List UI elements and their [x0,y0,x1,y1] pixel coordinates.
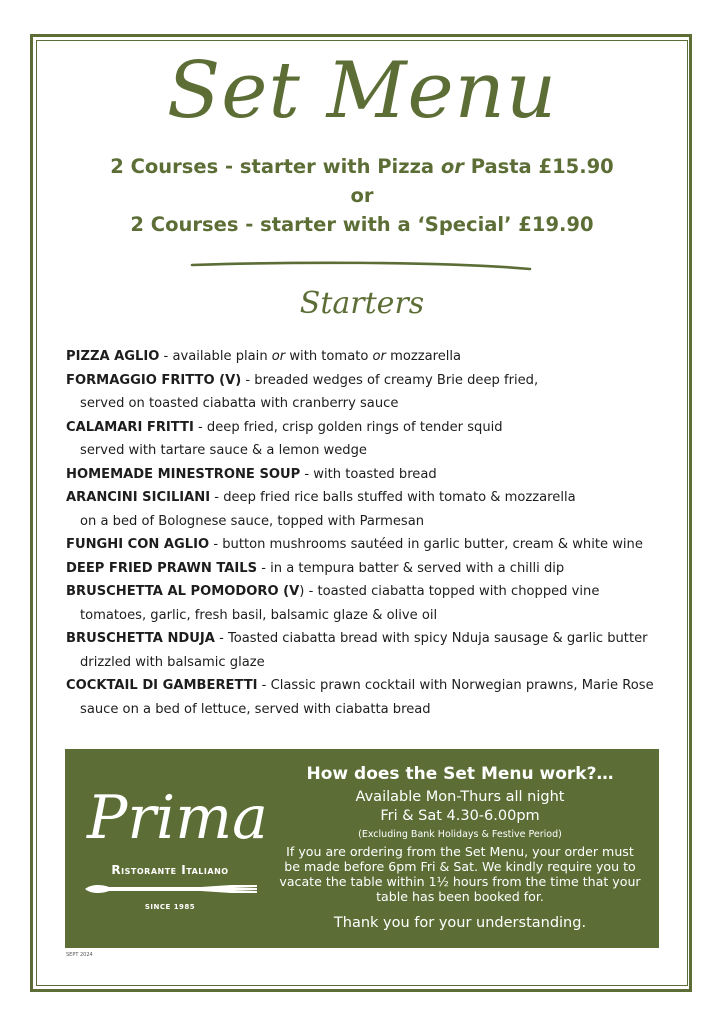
starter-item-calamari-fritti-cont: served with tartare sauce & a lemon wedge [80,443,367,458]
set-menu-info-box [65,749,659,948]
info-weekend-hours: Fri & Sat 4.30-6.00pm [380,808,540,824]
starter-item-calamari-fritti: CALAMARI FRITTI - deep fried, crisp golden rings of tender squid [66,419,503,435]
info-exclusion: (Excluding Bank Holidays & Festive Period) [358,829,562,840]
course-or: or [350,184,374,207]
menu-title: Set Menu [166,46,558,136]
starter-item-bruschetta-nduja: BRUSCHETTA NDUJA - Toasted ciabatta bread with spicy Nduja sausage & garlic butter [66,631,648,646]
starter-item-formaggio-fritto-cont: served on toasted ciabatta with cranberry sauce [80,396,399,411]
starter-item-cocktail-di-gamberetti-cont: sauce on a bed of lettuce, served with ciabatta bread [80,701,431,717]
starter-item-cocktail-di-gamberetti: COCKTAIL DI GAMBERETTI - Classic prawn cocktail with Norwegian prawns, Marie Rose [66,678,654,693]
decorative-divider [190,260,532,274]
starter-item-minestrone-soup: HOMEMADE MINESTRONE SOUP - with toasted bread [66,466,437,482]
starter-item-bruschetta-nduja-cont: drizzled with balsamic glaze [80,654,265,670]
starter-item-arancini-siciliani-cont: on a bed of Bolognese sauce, topped with Parmesan [80,513,425,529]
starter-item-pizza-aglio: PIZZA AGLIO - available plain or with tomato or mozzarella [66,349,462,364]
prima-logo [81,783,268,923]
starters-list [66,345,666,721]
fork-icon [81,881,259,897]
starters-heading: Starters [299,286,425,321]
info-thanks: Thank you for your understanding. [333,915,587,931]
logo-wordmark: Prima [87,783,268,853]
logo-subtitle: Ristorante Italiano [111,863,229,877]
info-conditions: If you are ordering from the Set Menu, your order must be made before 6pm Fri & Sat. We kindly require you to vacate the table within 1½ hours from the time that your table has been booked for. [279,844,641,904]
starter-item-bruschetta-pomodoro-cont: tomatoes, garlic, fresh basil, balsamic glaze & olive oil [80,607,438,623]
starter-item-funghi-con-aglio: FUNGHI CON AGLIO - button mushrooms sautéed in garlic butter, cream & white wine [66,537,643,552]
info-text [269,763,651,933]
starter-item-bruschetta-pomodoro: BRUSCHETTA AL POMODORO (V) - toasted ciabatta topped with chopped vine [66,584,600,599]
course-option-pizza-pasta: 2 Courses - starter with Pizza or Pasta £15.90 [110,155,614,178]
course-option-special: 2 Courses - starter with a ‘Special’ £19.90 [130,213,594,236]
info-question: How does the Set Menu work?… [306,764,614,784]
logo-since: SINCE 1985 [144,903,196,911]
footer-code: SEPT 2024 [66,952,93,958]
info-availability: Available Mon-Thurs all night [355,789,565,805]
starter-item-formaggio-fritto: FORMAGGIO FRITTO (V) - breaded wedges of creamy Brie deep fried, [66,372,539,388]
starter-item-arancini-siciliani: ARANCINI SICILIANI - deep fried rice balls stuffed with tomato & mozzarella [66,490,576,505]
starter-item-deep-fried-prawn-tails: DEEP FRIED PRAWN TAILS - in a tempura batter & served with a chilli dip [66,560,565,576]
